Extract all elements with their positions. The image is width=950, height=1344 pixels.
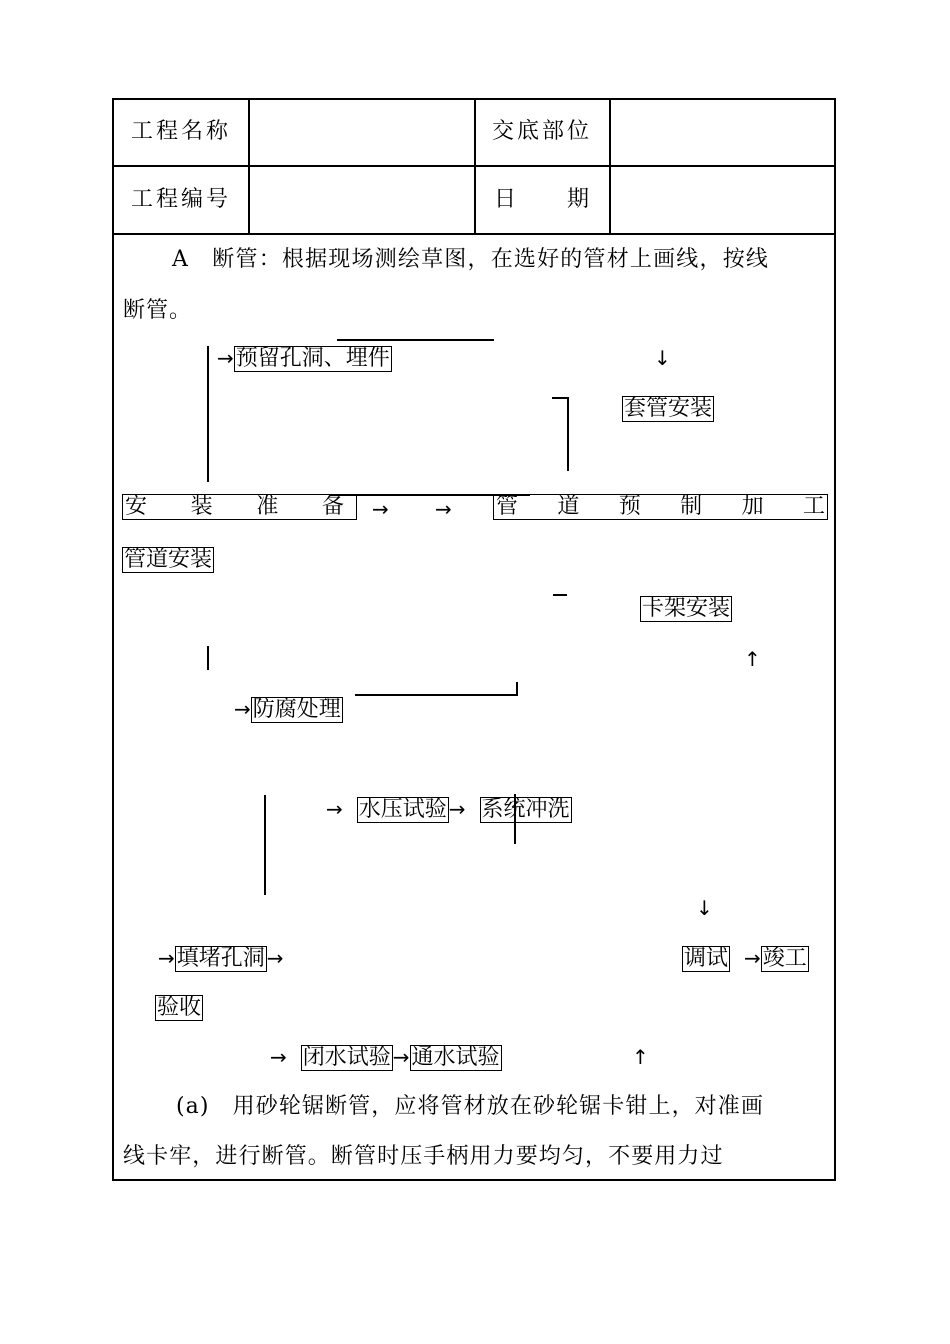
install-prep-box bbox=[122, 494, 357, 520]
arrow-right-icon: → bbox=[392, 1045, 410, 1069]
bracket-install-box: 卡架安装 bbox=[642, 596, 731, 621]
pipe-install-wrap bbox=[122, 545, 214, 575]
project-no-value[interactable] bbox=[252, 170, 472, 230]
flow-row-fill bbox=[158, 943, 284, 974]
install-prep-char: 准 bbox=[256, 494, 279, 519]
flow-row-closed-water bbox=[270, 1042, 502, 1073]
bracket-install-wrap bbox=[640, 594, 732, 624]
sleeve-install-box: 套管安装 bbox=[624, 396, 713, 421]
flow-row-anticorrosion bbox=[234, 694, 343, 725]
para-a-line-2: 线卡牢，进行断管。断管时压手柄用力要均匀，不要用力过 bbox=[123, 1144, 724, 1169]
pipe-prefab-char: 制 bbox=[680, 494, 703, 519]
project-name-label: 工程名称 bbox=[131, 119, 232, 144]
flow-line bbox=[264, 795, 266, 895]
date-label-char-2: 期 bbox=[566, 187, 592, 212]
pipe-prefab-char: 预 bbox=[618, 494, 641, 519]
flow-row-commissioning bbox=[682, 943, 809, 974]
header-col-divider-1 bbox=[248, 98, 250, 234]
arrow-right-icon: → bbox=[326, 797, 343, 821]
arrow-right-icon: → bbox=[435, 497, 452, 521]
commissioning-box: 调试 bbox=[684, 946, 729, 971]
handover-part-label: 交底部位 bbox=[492, 119, 593, 144]
arrow-right-icon: → bbox=[372, 497, 389, 521]
arrow-right-icon: → bbox=[744, 946, 761, 970]
system-flush-box: 系统冲洗 bbox=[481, 797, 570, 822]
flow-line bbox=[516, 682, 518, 695]
completion-wrap bbox=[155, 993, 203, 1023]
para-a-line-1: (a) 用砂轮锯断管，应将管材放在砂轮锯卡钳上，对准画 bbox=[176, 1094, 764, 1119]
pipe-install-box: 管道安装 bbox=[124, 547, 213, 572]
pipe-prefab-box bbox=[493, 494, 828, 520]
project-name-value[interactable] bbox=[252, 102, 472, 162]
project-no-label: 工程编号 bbox=[131, 187, 232, 212]
date-value[interactable] bbox=[613, 170, 833, 230]
arrow-right-icon: → bbox=[217, 346, 234, 370]
closed-water-test-box: 闭水试验 bbox=[302, 1045, 391, 1070]
arrow-right-icon: → bbox=[266, 946, 284, 970]
arrow-right-icon: → bbox=[270, 1045, 287, 1069]
completion-box-1: 竣工 bbox=[762, 946, 807, 971]
date-label bbox=[494, 185, 592, 215]
header-col-divider-3 bbox=[609, 98, 611, 234]
handover-part-value[interactable] bbox=[613, 102, 833, 162]
arrow-down-icon: ↓ bbox=[696, 896, 713, 920]
header-col-divider-2 bbox=[474, 98, 476, 234]
flow-row-pressure bbox=[326, 794, 572, 825]
pipe-prefab-char: 工 bbox=[802, 494, 825, 519]
pipe-prefab-char: 管 bbox=[496, 494, 519, 519]
install-prep-char: 安 bbox=[125, 494, 148, 519]
flow-line bbox=[552, 397, 568, 399]
intro-line-1: A 断管：根据现场测绘草图，在选好的管材上画线，按线 bbox=[172, 247, 770, 272]
reserve-holes-box: 预留孔洞、埋件 bbox=[235, 346, 390, 371]
date-label-char-1: 日 bbox=[494, 187, 520, 212]
arrow-down-icon: ↓ bbox=[654, 346, 671, 370]
intro-line-2: 断管。 bbox=[123, 298, 193, 323]
flow-test-box: 通水试验 bbox=[411, 1045, 500, 1070]
flow-line bbox=[553, 594, 567, 596]
pipe-prefab-char: 道 bbox=[557, 494, 580, 519]
arrow-right-icon: → bbox=[234, 697, 251, 721]
flow-line bbox=[207, 346, 209, 482]
arrow-right-icon: → bbox=[448, 797, 466, 821]
arrow-up-icon: ↑ bbox=[632, 1045, 649, 1069]
install-prep-char: 装 bbox=[190, 494, 213, 519]
anticorrosion-box: 防腐处理 bbox=[252, 697, 341, 722]
flow-line bbox=[337, 339, 494, 341]
sleeve-install-wrap bbox=[622, 394, 714, 424]
pressure-test-box: 水压试验 bbox=[358, 797, 447, 822]
flow-line bbox=[567, 397, 569, 471]
install-prep-char: 备 bbox=[321, 494, 344, 519]
pipe-prefab-char: 加 bbox=[741, 494, 764, 519]
flow-line bbox=[207, 646, 209, 670]
completion-box-2: 验收 bbox=[157, 995, 202, 1020]
flow-line bbox=[355, 694, 518, 696]
fill-holes-box: 填堵孔洞 bbox=[176, 946, 265, 971]
arrow-up-icon: ↑ bbox=[744, 647, 761, 671]
flow-row-reserve bbox=[217, 343, 392, 374]
arrow-right-icon: → bbox=[158, 946, 175, 970]
